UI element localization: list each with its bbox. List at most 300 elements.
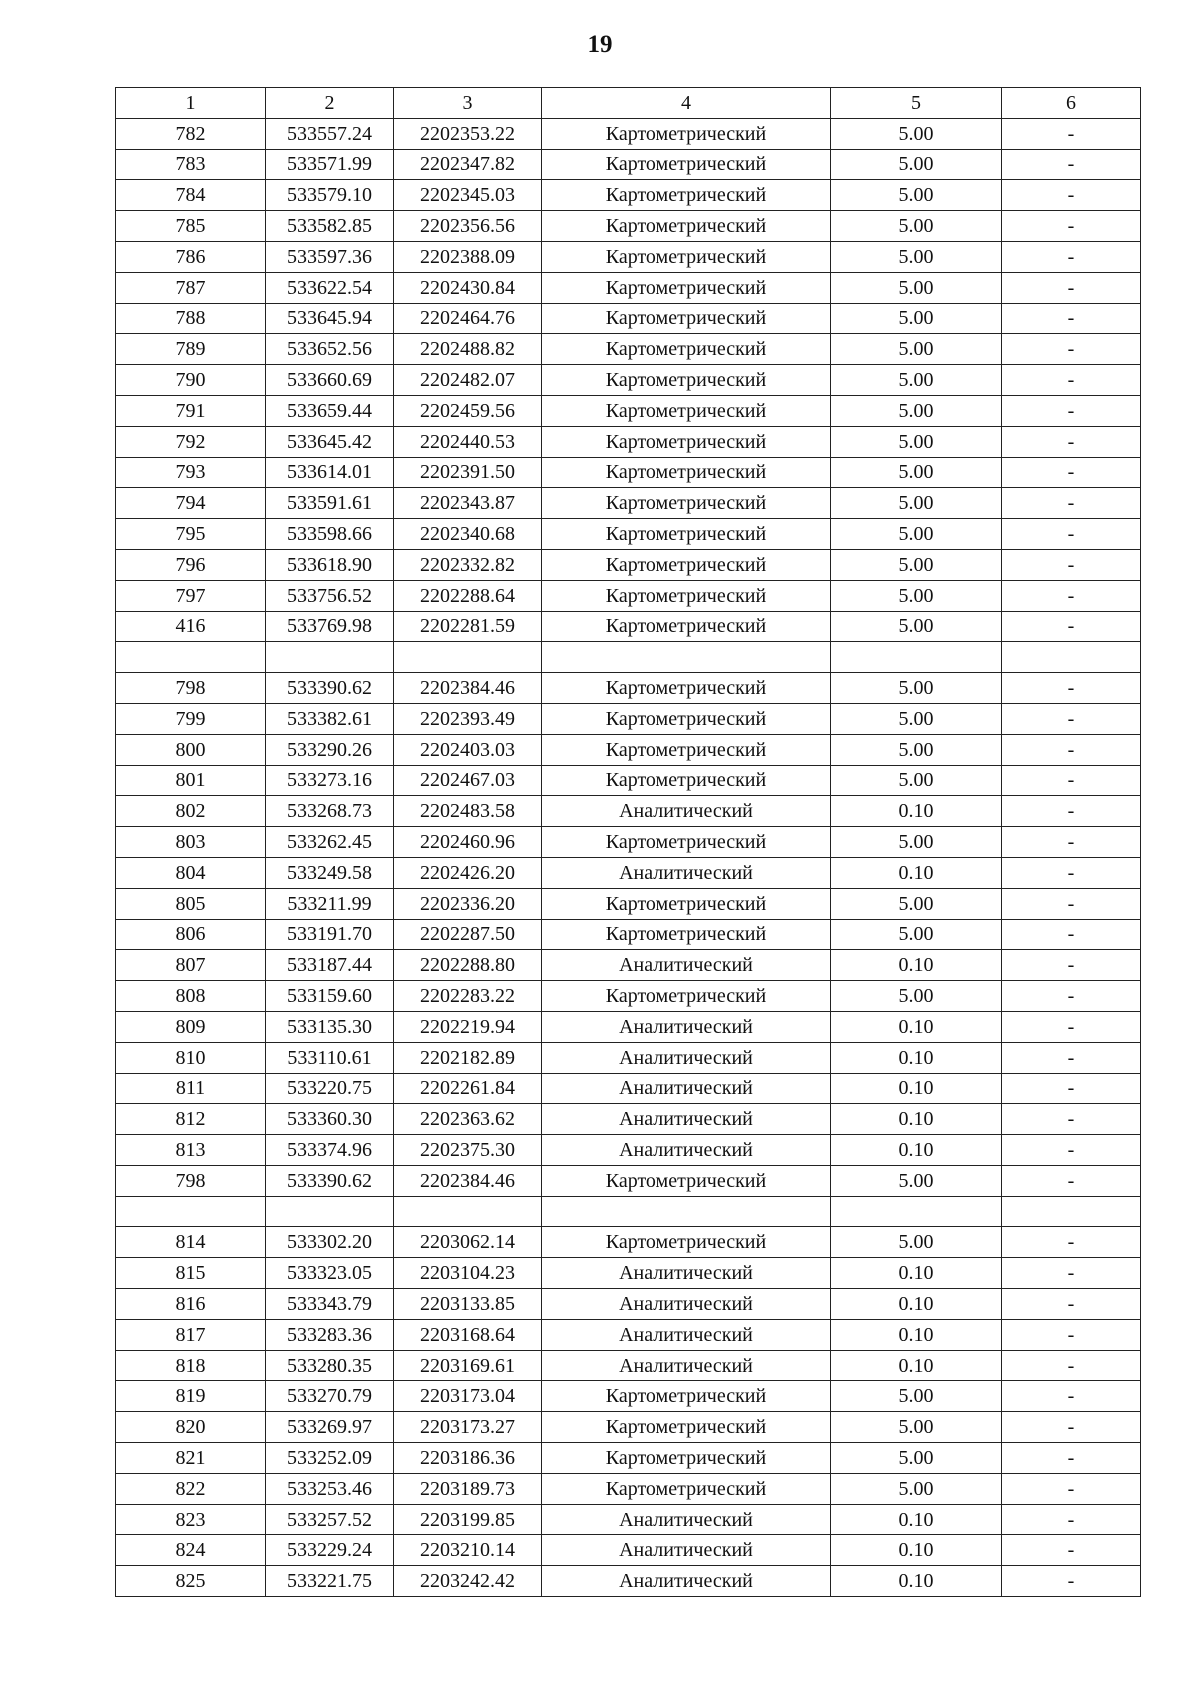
cell-coordinate-y: 2202353.22	[394, 118, 542, 149]
cell-coordinate-x: 533343.79	[266, 1289, 394, 1320]
cell-method: Картометрический	[542, 611, 831, 642]
cell-coordinate-x: 533582.85	[266, 211, 394, 242]
table-row	[116, 272, 1141, 303]
table-row	[116, 180, 1141, 211]
cell-coordinate-x: 533273.16	[266, 765, 394, 796]
cell-accuracy: 5.00	[831, 303, 1002, 334]
cell-method: Картометрический	[542, 1227, 831, 1258]
cell-coordinate-x: 533645.42	[266, 426, 394, 457]
table-row	[116, 1350, 1141, 1381]
cell-coordinate-y: 2202403.03	[394, 734, 542, 765]
cell-coordinate-x: 533579.10	[266, 180, 394, 211]
cell-coordinate-y: 2202460.96	[394, 827, 542, 858]
cell-accuracy: 5.00	[831, 673, 1002, 704]
cell-note: -	[1002, 1535, 1141, 1566]
cell-point-number: 793	[116, 457, 266, 488]
cell-accuracy: 0.10	[831, 1504, 1002, 1535]
cell-method: Картометрический	[542, 765, 831, 796]
cell-coordinate-y: 2202363.62	[394, 1104, 542, 1135]
table-row	[116, 211, 1141, 242]
cell-coordinate-y: 2202426.20	[394, 857, 542, 888]
cell-coordinate-y: 2203199.85	[394, 1504, 542, 1535]
cell-point-number	[116, 1196, 266, 1227]
cell-coordinate-y: 2202356.56	[394, 211, 542, 242]
table-row	[116, 1473, 1141, 1504]
cell-coordinate-y: 2202384.46	[394, 1165, 542, 1196]
cell-coordinate-x: 533249.58	[266, 857, 394, 888]
cell-accuracy: 5.00	[831, 888, 1002, 919]
cell-point-number: 817	[116, 1319, 266, 1350]
cell-method: Картометрический	[542, 1473, 831, 1504]
cell-coordinate-x: 533262.45	[266, 827, 394, 858]
cell-coordinate-y: 2203169.61	[394, 1350, 542, 1381]
cell-point-number: 820	[116, 1412, 266, 1443]
cell-coordinate-y: 2202288.80	[394, 950, 542, 981]
cell-point-number: 801	[116, 765, 266, 796]
cell-coordinate-y: 2202384.46	[394, 673, 542, 704]
cell-accuracy: 5.00	[831, 118, 1002, 149]
cell-coordinate-x: 533191.70	[266, 919, 394, 950]
cell-accuracy: 5.00	[831, 1473, 1002, 1504]
table-row	[116, 1135, 1141, 1166]
cell-note: -	[1002, 519, 1141, 550]
cell-method: Картометрический	[542, 334, 831, 365]
table-row	[116, 1535, 1141, 1566]
cell-coordinate-y: 2202283.22	[394, 981, 542, 1012]
cell-coordinate-x: 533390.62	[266, 673, 394, 704]
cell-coordinate-x: 533280.35	[266, 1350, 394, 1381]
cell-note: -	[1002, 241, 1141, 272]
cell-note: -	[1002, 1258, 1141, 1289]
cell-note: -	[1002, 673, 1141, 704]
cell-coordinate-x: 533571.99	[266, 149, 394, 180]
column-header: 2	[266, 88, 394, 119]
cell-method: Картометрический	[542, 919, 831, 950]
cell-accuracy: 5.00	[831, 580, 1002, 611]
cell-note: -	[1002, 118, 1141, 149]
cell-coordinate-y: 2202345.03	[394, 180, 542, 211]
cell-method: Аналитический	[542, 1042, 831, 1073]
cell-note: -	[1002, 488, 1141, 519]
coordinates-table	[115, 87, 1141, 1597]
cell-method: Картометрический	[542, 1165, 831, 1196]
cell-coordinate-x: 533135.30	[266, 1011, 394, 1042]
table-row	[116, 457, 1141, 488]
cell-note: -	[1002, 888, 1141, 919]
cell-point-number: 416	[116, 611, 266, 642]
cell-point-number: 810	[116, 1042, 266, 1073]
cell-coordinate-y: 2202459.56	[394, 395, 542, 426]
cell-coordinate-x: 533660.69	[266, 365, 394, 396]
cell-coordinate-y: 2203062.14	[394, 1227, 542, 1258]
table-row	[116, 1289, 1141, 1320]
cell-note: -	[1002, 1073, 1141, 1104]
cell-method: Аналитический	[542, 1258, 831, 1289]
cell-coordinate-x: 533390.62	[266, 1165, 394, 1196]
column-header: 3	[394, 88, 542, 119]
cell-coordinate-y: 2202464.76	[394, 303, 542, 334]
cell-method: Картометрический	[542, 365, 831, 396]
cell-accuracy: 0.10	[831, 857, 1002, 888]
cell-coordinate-y: 2202482.07	[394, 365, 542, 396]
column-header: 6	[1002, 88, 1141, 119]
cell-coordinate-y: 2202375.30	[394, 1135, 542, 1166]
table-row	[116, 1443, 1141, 1474]
table-row	[116, 549, 1141, 580]
cell-method: Картометрический	[542, 981, 831, 1012]
cell-method: Картометрический	[542, 488, 831, 519]
cell-point-number: 809	[116, 1011, 266, 1042]
cell-coordinate-x	[266, 642, 394, 673]
cell-coordinate-x: 533229.24	[266, 1535, 394, 1566]
cell-method: Картометрический	[542, 519, 831, 550]
cell-coordinate-y: 2203210.14	[394, 1535, 542, 1566]
cell-accuracy: 0.10	[831, 1350, 1002, 1381]
cell-accuracy: 0.10	[831, 1104, 1002, 1135]
table-row	[116, 734, 1141, 765]
cell-method: Картометрический	[542, 888, 831, 919]
cell-coordinate-y: 2203173.27	[394, 1412, 542, 1443]
cell-accuracy: 0.10	[831, 1011, 1002, 1042]
cell-note: -	[1002, 365, 1141, 396]
cell-coordinate-x: 533221.75	[266, 1566, 394, 1597]
cell-note: -	[1002, 1135, 1141, 1166]
table-row	[116, 1011, 1141, 1042]
cell-method	[542, 642, 831, 673]
cell-note: -	[1002, 303, 1141, 334]
cell-note: -	[1002, 334, 1141, 365]
cell-point-number: 815	[116, 1258, 266, 1289]
cell-accuracy: 5.00	[831, 1227, 1002, 1258]
cell-method: Аналитический	[542, 1011, 831, 1042]
cell-coordinate-x: 533187.44	[266, 950, 394, 981]
table-row	[116, 426, 1141, 457]
cell-note	[1002, 642, 1141, 673]
column-header: 4	[542, 88, 831, 119]
cell-method: Картометрический	[542, 734, 831, 765]
cell-coordinate-y: 2202219.94	[394, 1011, 542, 1042]
cell-point-number: 814	[116, 1227, 266, 1258]
cell-point-number: 785	[116, 211, 266, 242]
cell-note: -	[1002, 1227, 1141, 1258]
table-row	[116, 1227, 1141, 1258]
cell-coordinate-x: 533110.61	[266, 1042, 394, 1073]
cell-accuracy: 5.00	[831, 703, 1002, 734]
cell-method: Картометрический	[542, 703, 831, 734]
cell-coordinate-x: 533159.60	[266, 981, 394, 1012]
cell-accuracy: 0.10	[831, 1258, 1002, 1289]
table-row	[116, 1165, 1141, 1196]
cell-coordinate-x: 533591.61	[266, 488, 394, 519]
table-row	[116, 703, 1141, 734]
cell-coordinate-x: 533283.36	[266, 1319, 394, 1350]
cell-note: -	[1002, 611, 1141, 642]
cell-coordinate-y	[394, 1196, 542, 1227]
cell-coordinate-y: 2202340.68	[394, 519, 542, 550]
cell-coordinate-y: 2202336.20	[394, 888, 542, 919]
cell-note: -	[1002, 1165, 1141, 1196]
cell-coordinate-y: 2202388.09	[394, 241, 542, 272]
table-row	[116, 1196, 1141, 1227]
cell-method: Аналитический	[542, 950, 831, 981]
cell-point-number: 802	[116, 796, 266, 827]
cell-method: Картометрический	[542, 180, 831, 211]
table-row	[116, 488, 1141, 519]
cell-note: -	[1002, 734, 1141, 765]
cell-coordinate-y: 2202182.89	[394, 1042, 542, 1073]
cell-note: -	[1002, 981, 1141, 1012]
cell-method: Картометрический	[542, 1381, 831, 1412]
cell-note: -	[1002, 857, 1141, 888]
table-row	[116, 1104, 1141, 1135]
cell-coordinate-x: 533257.52	[266, 1504, 394, 1535]
cell-note: -	[1002, 1011, 1141, 1042]
table-row	[116, 919, 1141, 950]
cell-point-number: 824	[116, 1535, 266, 1566]
cell-accuracy: 5.00	[831, 272, 1002, 303]
cell-point-number: 806	[116, 919, 266, 950]
cell-accuracy: 0.10	[831, 796, 1002, 827]
table-row	[116, 1504, 1141, 1535]
cell-method: Картометрический	[542, 118, 831, 149]
cell-point-number: 789	[116, 334, 266, 365]
cell-accuracy: 5.00	[831, 426, 1002, 457]
cell-point-number: 803	[116, 827, 266, 858]
cell-point-number	[116, 642, 266, 673]
cell-note: -	[1002, 1104, 1141, 1135]
table-row	[116, 580, 1141, 611]
cell-note: -	[1002, 765, 1141, 796]
cell-note: -	[1002, 149, 1141, 180]
cell-point-number: 796	[116, 549, 266, 580]
cell-method: Картометрический	[542, 580, 831, 611]
cell-point-number: 823	[116, 1504, 266, 1535]
cell-coordinate-y: 2202483.58	[394, 796, 542, 827]
cell-coordinate-x: 533269.97	[266, 1412, 394, 1443]
cell-accuracy: 5.00	[831, 211, 1002, 242]
cell-coordinate-y: 2202347.82	[394, 149, 542, 180]
cell-point-number: 792	[116, 426, 266, 457]
cell-method: Картометрический	[542, 395, 831, 426]
cell-point-number: 790	[116, 365, 266, 396]
cell-accuracy: 0.10	[831, 950, 1002, 981]
cell-coordinate-x: 533645.94	[266, 303, 394, 334]
cell-point-number: 805	[116, 888, 266, 919]
table-row	[116, 1042, 1141, 1073]
cell-method: Картометрический	[542, 457, 831, 488]
cell-point-number: 791	[116, 395, 266, 426]
cell-coordinate-x: 533597.36	[266, 241, 394, 272]
table-row	[116, 1319, 1141, 1350]
table-row	[116, 303, 1141, 334]
cell-point-number: 808	[116, 981, 266, 1012]
cell-coordinate-y	[394, 642, 542, 673]
column-header: 5	[831, 88, 1002, 119]
cell-point-number: 822	[116, 1473, 266, 1504]
cell-note: -	[1002, 1381, 1141, 1412]
cell-note: -	[1002, 919, 1141, 950]
table-row	[116, 981, 1141, 1012]
cell-point-number: 819	[116, 1381, 266, 1412]
cell-point-number: 821	[116, 1443, 266, 1474]
table-row	[116, 334, 1141, 365]
cell-accuracy: 5.00	[831, 149, 1002, 180]
cell-coordinate-x	[266, 1196, 394, 1227]
cell-coordinate-y: 2202393.49	[394, 703, 542, 734]
cell-note: -	[1002, 457, 1141, 488]
cell-coordinate-x: 533253.46	[266, 1473, 394, 1504]
cell-point-number: 812	[116, 1104, 266, 1135]
cell-point-number: 816	[116, 1289, 266, 1320]
column-header: 1	[116, 88, 266, 119]
cell-coordinate-x: 533382.61	[266, 703, 394, 734]
cell-coordinate-y: 2203242.42	[394, 1566, 542, 1597]
cell-method: Картометрический	[542, 272, 831, 303]
cell-coordinate-x: 533769.98	[266, 611, 394, 642]
cell-note: -	[1002, 549, 1141, 580]
cell-accuracy: 0.10	[831, 1535, 1002, 1566]
cell-accuracy: 0.10	[831, 1319, 1002, 1350]
cell-note: -	[1002, 950, 1141, 981]
cell-point-number: 798	[116, 673, 266, 704]
cell-method: Картометрический	[542, 211, 831, 242]
cell-coordinate-y: 2203133.85	[394, 1289, 542, 1320]
cell-accuracy: 0.10	[831, 1566, 1002, 1597]
cell-note: -	[1002, 703, 1141, 734]
cell-point-number: 798	[116, 1165, 266, 1196]
cell-accuracy: 5.00	[831, 1165, 1002, 1196]
cell-point-number: 782	[116, 118, 266, 149]
cell-accuracy: 5.00	[831, 1412, 1002, 1443]
cell-method: Аналитический	[542, 1566, 831, 1597]
table-row	[116, 796, 1141, 827]
cell-coordinate-x: 533598.66	[266, 519, 394, 550]
cell-method: Картометрический	[542, 303, 831, 334]
cell-note: -	[1002, 1350, 1141, 1381]
table-body	[116, 118, 1141, 1596]
cell-coordinate-x: 533268.73	[266, 796, 394, 827]
table-row	[116, 950, 1141, 981]
cell-coordinate-y: 2202430.84	[394, 272, 542, 303]
cell-note: -	[1002, 1412, 1141, 1443]
cell-method: Аналитический	[542, 857, 831, 888]
table-row	[116, 365, 1141, 396]
cell-point-number: 797	[116, 580, 266, 611]
cell-note: -	[1002, 796, 1141, 827]
cell-coordinate-y: 2203104.23	[394, 1258, 542, 1289]
table-row	[116, 642, 1141, 673]
cell-accuracy: 5.00	[831, 611, 1002, 642]
cell-method: Аналитический	[542, 1073, 831, 1104]
table-row	[116, 857, 1141, 888]
cell-accuracy: 5.00	[831, 241, 1002, 272]
cell-method: Аналитический	[542, 796, 831, 827]
cell-coordinate-x: 533270.79	[266, 1381, 394, 1412]
cell-accuracy	[831, 642, 1002, 673]
cell-accuracy: 5.00	[831, 981, 1002, 1012]
table-row	[116, 1381, 1141, 1412]
cell-accuracy: 5.00	[831, 395, 1002, 426]
table-row	[116, 1566, 1141, 1597]
cell-note: -	[1002, 827, 1141, 858]
cell-point-number: 825	[116, 1566, 266, 1597]
cell-note: -	[1002, 395, 1141, 426]
cell-note: -	[1002, 1473, 1141, 1504]
cell-method: Картометрический	[542, 149, 831, 180]
cell-coordinate-x: 533618.90	[266, 549, 394, 580]
cell-coordinate-x: 533290.26	[266, 734, 394, 765]
cell-point-number: 783	[116, 149, 266, 180]
cell-note: -	[1002, 580, 1141, 611]
cell-accuracy: 5.00	[831, 334, 1002, 365]
cell-note: -	[1002, 1504, 1141, 1535]
cell-note: -	[1002, 180, 1141, 211]
cell-accuracy: 5.00	[831, 734, 1002, 765]
table-row	[116, 1258, 1141, 1289]
cell-coordinate-y: 2203189.73	[394, 1473, 542, 1504]
cell-method: Аналитический	[542, 1104, 831, 1135]
cell-coordinate-x: 533756.52	[266, 580, 394, 611]
header-row	[116, 88, 1141, 119]
cell-method: Аналитический	[542, 1319, 831, 1350]
cell-point-number: 807	[116, 950, 266, 981]
cell-coordinate-x: 533374.96	[266, 1135, 394, 1166]
cell-coordinate-x: 533557.24	[266, 118, 394, 149]
cell-coordinate-y: 2202467.03	[394, 765, 542, 796]
cell-method	[542, 1196, 831, 1227]
cell-method: Картометрический	[542, 426, 831, 457]
table-row	[116, 888, 1141, 919]
cell-method: Аналитический	[542, 1535, 831, 1566]
cell-accuracy: 5.00	[831, 180, 1002, 211]
cell-accuracy: 5.00	[831, 365, 1002, 396]
table-row	[116, 241, 1141, 272]
cell-coordinate-x: 533659.44	[266, 395, 394, 426]
cell-point-number: 800	[116, 734, 266, 765]
cell-accuracy: 5.00	[831, 549, 1002, 580]
table-row	[116, 118, 1141, 149]
table-row	[116, 1412, 1141, 1443]
cell-method: Картометрический	[542, 241, 831, 272]
cell-point-number: 795	[116, 519, 266, 550]
cell-point-number: 794	[116, 488, 266, 519]
cell-coordinate-y: 2202488.82	[394, 334, 542, 365]
cell-coordinate-y: 2202287.50	[394, 919, 542, 950]
cell-point-number: 786	[116, 241, 266, 272]
table-row	[116, 149, 1141, 180]
cell-accuracy: 5.00	[831, 765, 1002, 796]
cell-accuracy: 5.00	[831, 827, 1002, 858]
cell-method: Аналитический	[542, 1350, 831, 1381]
cell-coordinate-x: 533220.75	[266, 1073, 394, 1104]
cell-point-number: 799	[116, 703, 266, 734]
cell-accuracy: 0.10	[831, 1073, 1002, 1104]
cell-accuracy: 0.10	[831, 1289, 1002, 1320]
cell-coordinate-y: 2203186.36	[394, 1443, 542, 1474]
cell-point-number: 788	[116, 303, 266, 334]
cell-coordinate-y: 2202343.87	[394, 488, 542, 519]
cell-accuracy: 5.00	[831, 488, 1002, 519]
table-row	[116, 673, 1141, 704]
cell-accuracy: 0.10	[831, 1042, 1002, 1073]
table-row	[116, 1073, 1141, 1104]
table-row	[116, 519, 1141, 550]
cell-coordinate-x: 533360.30	[266, 1104, 394, 1135]
cell-accuracy: 5.00	[831, 919, 1002, 950]
cell-accuracy: 5.00	[831, 1443, 1002, 1474]
cell-point-number: 811	[116, 1073, 266, 1104]
cell-coordinate-x: 533302.20	[266, 1227, 394, 1258]
